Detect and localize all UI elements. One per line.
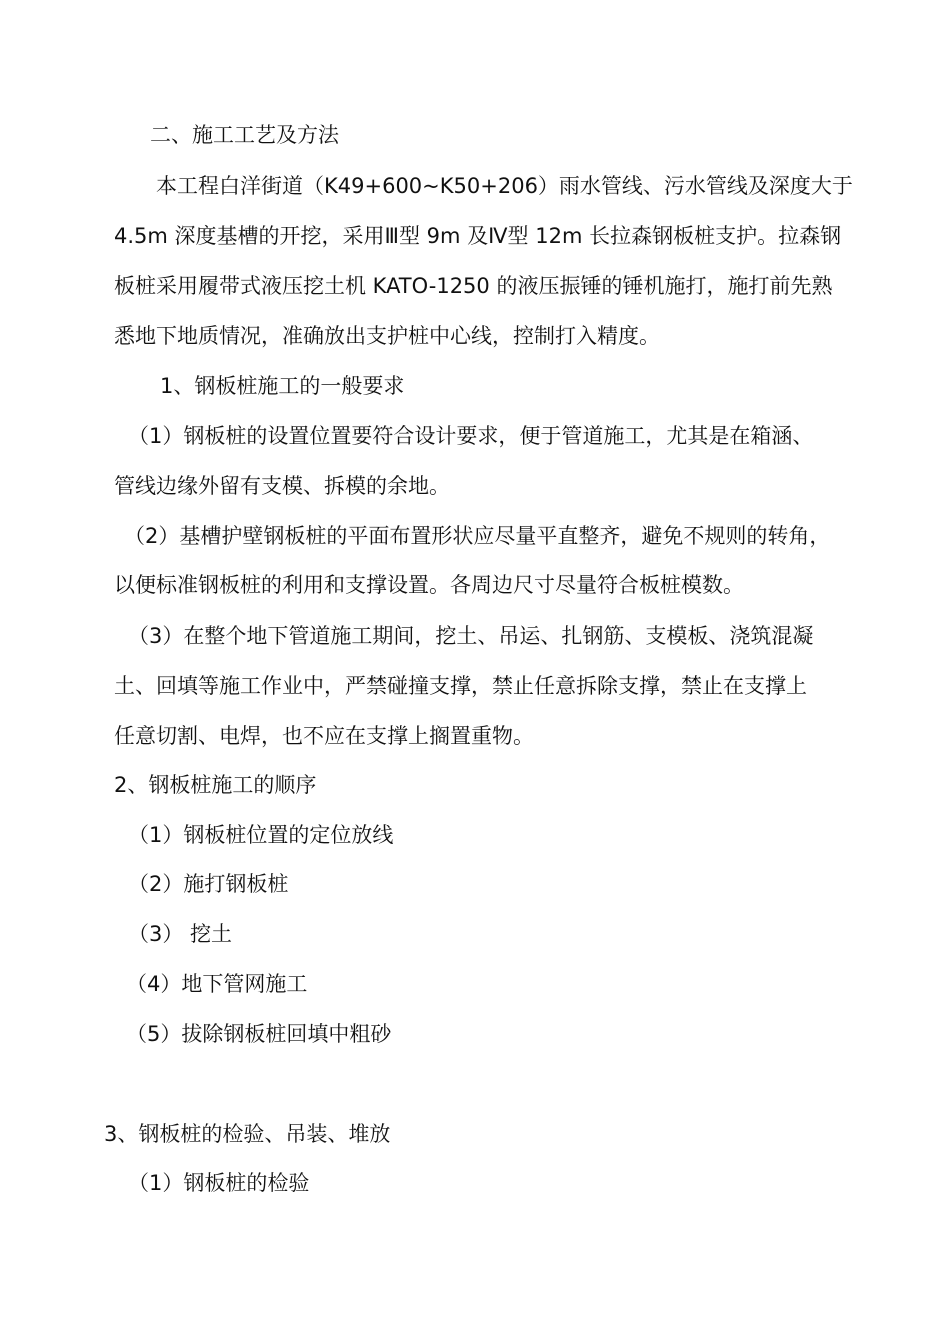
list-item-line: （2）基槽护壁钢板桩的平面布置形状应尽量平直整齐，避免不规则的转角， [124,524,831,548]
intro-paragraph-line: 悉地下地质情况，准确放出支护桩中心线，控制打入精度。 [114,324,660,348]
intro-paragraph-line: 4.5m 深度基槽的开挖，采用Ⅲ型 9m 及Ⅳ型 12m 长拉森钢板桩支护。拉森钢 [114,224,842,248]
list-item: （4）地下管网施工 [126,972,308,996]
intro-paragraph-line: 板桩采用履带式液压挖土机 KATO-1250 的液压振锤的锤机施打，施打前先熟 [114,274,833,298]
list-item: （2）施打钢板桩 [128,872,289,896]
subsection-title: 1、钢板桩施工的一般要求 [160,374,405,398]
list-item: （1）钢板桩位置的定位放线 [128,823,394,847]
list-item: （3） 挖土 [128,922,233,946]
intro-paragraph-line: 本工程白洋街道（K49+600~K50+206）雨水管线、污水管线及深度大于 [156,174,853,198]
subsection-title: 2、钢板桩施工的顺序 [114,773,317,797]
list-item-line: 管线边缘外留有支模、拆模的余地。 [114,474,450,498]
list-item: （5）拔除钢板桩回填中粗砂 [126,1022,392,1046]
list-item-line: 以便标准钢板桩的利用和支撑设置。各周边尺寸尽量符合板桩模数。 [114,573,744,597]
list-item-line: 任意切割、电焊，也不应在支撑上搁置重物。 [114,724,534,748]
section-heading: 二、施工工艺及方法 [150,123,339,147]
list-item-line: （1）钢板桩的设置位置要符合设计要求，便于管道施工，尤其是在箱涵、 [128,424,814,448]
list-item-line: （3）在整个地下管道施工期间，挖土、吊运、扎钢筋、支模板、浇筑混凝 [128,624,814,648]
list-item: （1）钢板桩的检验 [128,1171,310,1195]
list-item-line: 土、回填等施工作业中，严禁碰撞支撑，禁止任意拆除支撑，禁止在支撑上 [114,674,807,698]
subsection-title: 3、钢板桩的检验、吊装、堆放 [104,1122,391,1146]
